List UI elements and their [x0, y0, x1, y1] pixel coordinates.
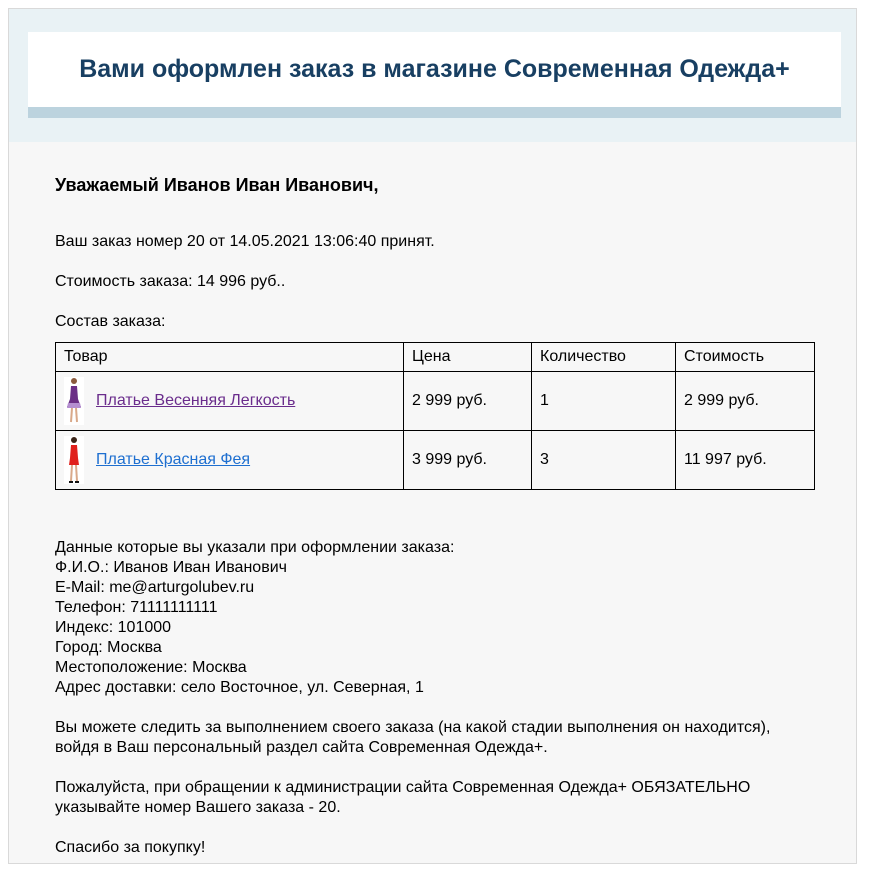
customer-intro: Данные которые вы указали при оформлении заказа:	[55, 539, 455, 556]
customer-phone: Телефон: 71111111111	[55, 599, 218, 616]
email-container	[8, 8, 857, 864]
customer-city: Город: Москва	[55, 639, 162, 656]
qty-cell: 3	[532, 431, 676, 490]
customer-details	[55, 538, 454, 698]
dress-thumbnail-icon[interactable]	[64, 377, 84, 425]
order-items-table	[55, 342, 815, 490]
customer-index: Индекс: 101000	[55, 619, 172, 636]
header-card	[28, 32, 841, 107]
col-price: Цена	[404, 343, 532, 372]
customer-email: E-Mail: me@arturgolubev.ru	[55, 579, 255, 596]
table-header-row	[56, 343, 815, 372]
notice-line-1: Пожалуйста, при обращении к администрации сайта Современная Одежда+ ОБЯЗАТЕЛЬНО	[55, 779, 751, 796]
customer-address: Адрес доставки: село Восточное, ул. Северная, 1	[55, 679, 424, 696]
product-cell	[56, 431, 404, 490]
order-info: Ваш заказ номер 20 от 14.05.2021 13:06:40 принят.	[55, 233, 435, 250]
dress-thumbnail-icon[interactable]	[64, 436, 84, 484]
greeting: Уважаемый Иванов Иван Иванович,	[55, 175, 379, 195]
product-link-red-fairy[interactable]: Платье Красная Фея	[96, 451, 251, 468]
customer-fio: Ф.И.О.: Иванов Иван Иванович	[55, 559, 287, 576]
composition-label: Состав заказа:	[55, 313, 166, 330]
product-cell	[56, 372, 404, 431]
notice-line-2: указывайте номер Вашего заказа - 20.	[55, 799, 341, 816]
order-cost: Стоимость заказа: 14 996 руб..	[55, 273, 286, 290]
col-qty: Количество	[532, 343, 676, 372]
price-cell: 2 999 руб.	[404, 372, 532, 431]
total-cell: 2 999 руб.	[676, 372, 815, 431]
price-cell: 3 999 руб.	[404, 431, 532, 490]
email-header	[9, 9, 856, 142]
tracking-info	[55, 718, 770, 758]
table-row	[56, 431, 815, 490]
page-title: Вами оформлен заказ в магазине Современная Одежда+	[79, 55, 790, 83]
tracking-line-2: войдя в Ваш персональный раздел сайта Современная Одежда+.	[55, 739, 548, 756]
customer-location: Местоположение: Москва	[55, 659, 247, 676]
header-accent-bar	[28, 107, 841, 118]
product-link-spring-lightness[interactable]: Платье Весенняя Легкость	[96, 392, 296, 409]
qty-cell: 1	[532, 372, 676, 431]
thanks-text: Спасибо за покупку!	[55, 839, 206, 856]
col-product: Товар	[56, 343, 404, 372]
table-row	[56, 372, 815, 431]
notice-info	[55, 778, 750, 818]
total-cell: 11 997 руб.	[676, 431, 815, 490]
col-total: Стоимость	[676, 343, 815, 372]
tracking-line-1: Вы можете следить за выполнением своего заказа (на какой стадии выполнения он находится),	[55, 719, 771, 736]
